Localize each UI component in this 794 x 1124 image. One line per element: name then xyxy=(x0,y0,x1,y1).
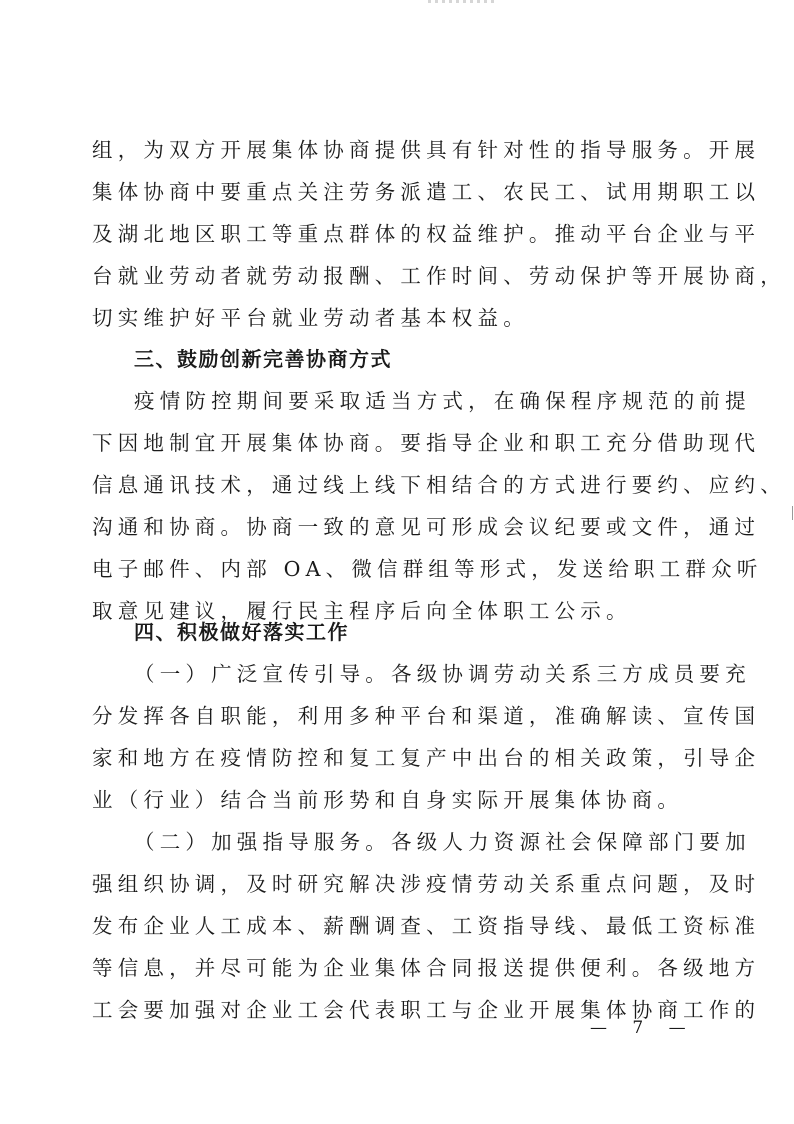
text-line: 工会要加强对企业工会代表职工与企业开展集体协商工作的 xyxy=(92,998,761,1022)
section-heading-3: 三、鼓励创新完善协商方式 xyxy=(134,347,392,371)
text-line: （二）加强指导服务。各级人力资源社会保障部门要加 xyxy=(134,830,751,854)
text-line: 分发挥各自职能，利用多种平台和渠道，准确解读、宣传国 xyxy=(92,704,761,728)
text-line: 疫情防控期间要采取适当方式，在确保程序规范的前提 xyxy=(134,389,751,413)
text-line: 及湖北地区职工等重点群体的权益维护。推动平台企业与平 xyxy=(92,222,761,246)
text-line: 组，为双方开展集体协商提供具有针对性的指导服务。开展 xyxy=(92,138,761,162)
text-line: 强组织协调，及时研究解决涉疫情劳动关系重点问题，及时 xyxy=(92,872,761,896)
scan-artifact xyxy=(428,0,498,3)
section-heading-4: 四、积极做好落实工作 xyxy=(134,620,349,644)
page-number: — 7 — xyxy=(590,1018,696,1038)
text-line: 切实维护好平台就业劳动者基本权益。 xyxy=(92,306,529,330)
text-line: 台就业劳动者就劳动报酬、工作时间、劳动保护等开展协商， xyxy=(92,264,786,288)
text-line: 信息通讯技术，通过线上线下相结合的方式进行要约、应约、 xyxy=(92,473,786,497)
text-line: 下因地制宜开展集体协商。要指导企业和职工充分借助现代 xyxy=(92,431,761,455)
text-line: 取意见建议，履行民主程序后向全体职工公示。 xyxy=(92,599,632,623)
text-line: 发布企业人工成本、薪酬调查、工资指导线、最低工资标准 xyxy=(92,914,761,938)
text-line: 业（行业）结合当前形势和自身实际开展集体协商。 xyxy=(92,788,684,812)
text-line: 沟通和协商。协商一致的意见可形成会议纪要或文件，通过 xyxy=(92,515,761,539)
text-line: （一）广泛宣传引导。各级协调劳动关系三方成员要充 xyxy=(134,662,751,686)
text-line: 家和地方在疫情防控和复工复产中出台的相关政策，引导企 xyxy=(92,746,761,770)
text-line: 集体协商中要重点关注劳务派遣工、农民工、试用期职工以 xyxy=(92,180,761,204)
text-line: 等信息，并尽可能为企业集体合同报送提供便利。各级地方 xyxy=(92,956,761,980)
text-line: 电子邮件、内部 OA、微信群组等形式，发送给职工群众听 xyxy=(92,557,763,581)
